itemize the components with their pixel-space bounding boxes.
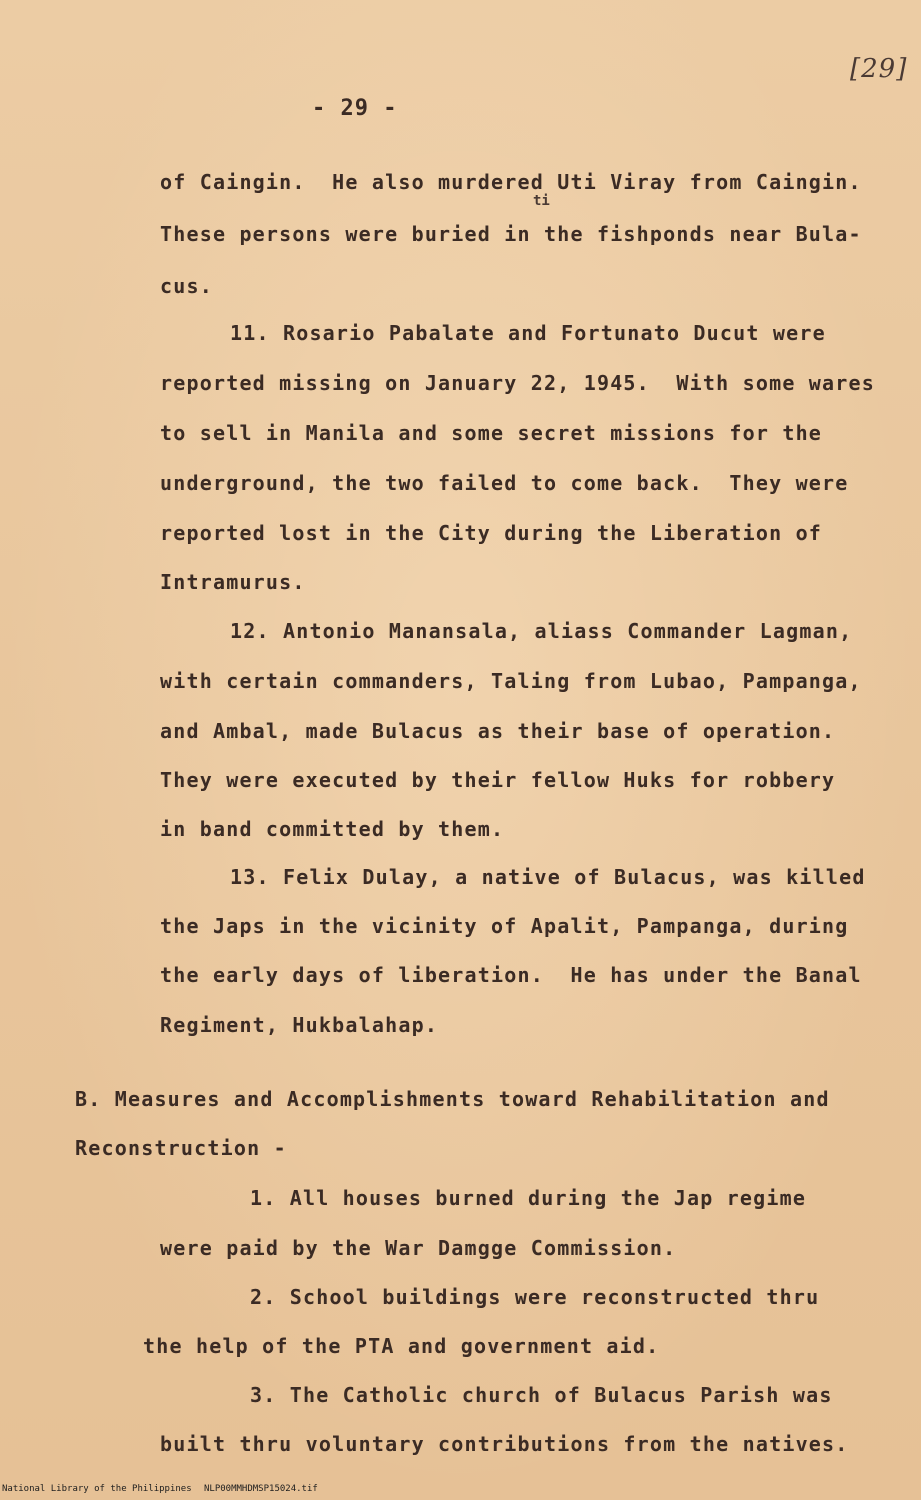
text-line: 12. Antonio Manansala, aliass Commander Lagman, [230, 619, 853, 643]
text-line: reported missing on January 22, 1945. With some wares [160, 371, 876, 395]
section-heading: Reconstruction - [75, 1136, 287, 1160]
text-line: the early days of liberation. He has under the Banal [160, 963, 862, 987]
text-line: 3. The Catholic church of Bulacus Parish was [250, 1383, 833, 1407]
page-number: - 29 - [312, 96, 398, 121]
section-heading: B. Measures and Accomplishments toward Rehabilitation and [75, 1087, 830, 1111]
text-line: with certain commanders, Taling from Lubao, Pampanga, [160, 669, 862, 693]
footer-source: National Library of the Philippines [2, 1484, 192, 1494]
text-line: to sell in Manila and some secret missions for the [160, 421, 823, 445]
text-line: 2. School buildings were reconstructed thru [250, 1285, 820, 1309]
text-line: Intramurus. [160, 570, 306, 594]
text-line: They were executed by their fellow Huks for robbery [160, 768, 836, 792]
text-line: Regiment, Hukbalahap. [160, 1013, 439, 1037]
text-line: cus. [160, 274, 213, 298]
text-line: were paid by the War Damgge Commission. [160, 1236, 677, 1260]
text-line: the Japs in the vicinity of Apalit, Pampanga, during [160, 914, 849, 938]
text-line: 1. All houses burned during the Jap regime [250, 1186, 807, 1210]
text-line: in band committed by them. [160, 817, 505, 841]
archival-page-number: [29] [850, 54, 908, 84]
text-line: 11. Rosario Pabalate and Fortunato Ducut were [230, 321, 826, 345]
text-line: 13. Felix Dulay, a native of Bulacus, was killed [230, 865, 866, 889]
text-line: built thru voluntary contributions from the natives. [160, 1432, 849, 1456]
text-line: the help of the PTA and government aid. [143, 1334, 660, 1358]
interlinear-insertion: ti [533, 193, 550, 209]
text-line: of Caingin. He also murdered Uti Viray from Caingin. [160, 170, 862, 194]
footer-filename: NLP00MMHDMSP15024.tif [204, 1484, 318, 1494]
text-line: and Ambal, made Bulacus as their base of operation. [160, 719, 836, 743]
text-line: underground, the two failed to come back. They were [160, 471, 849, 495]
text-line: These persons were buried in the fishponds near Bula- [160, 222, 862, 246]
text-line: reported lost in the City during the Liberation of [160, 521, 823, 545]
